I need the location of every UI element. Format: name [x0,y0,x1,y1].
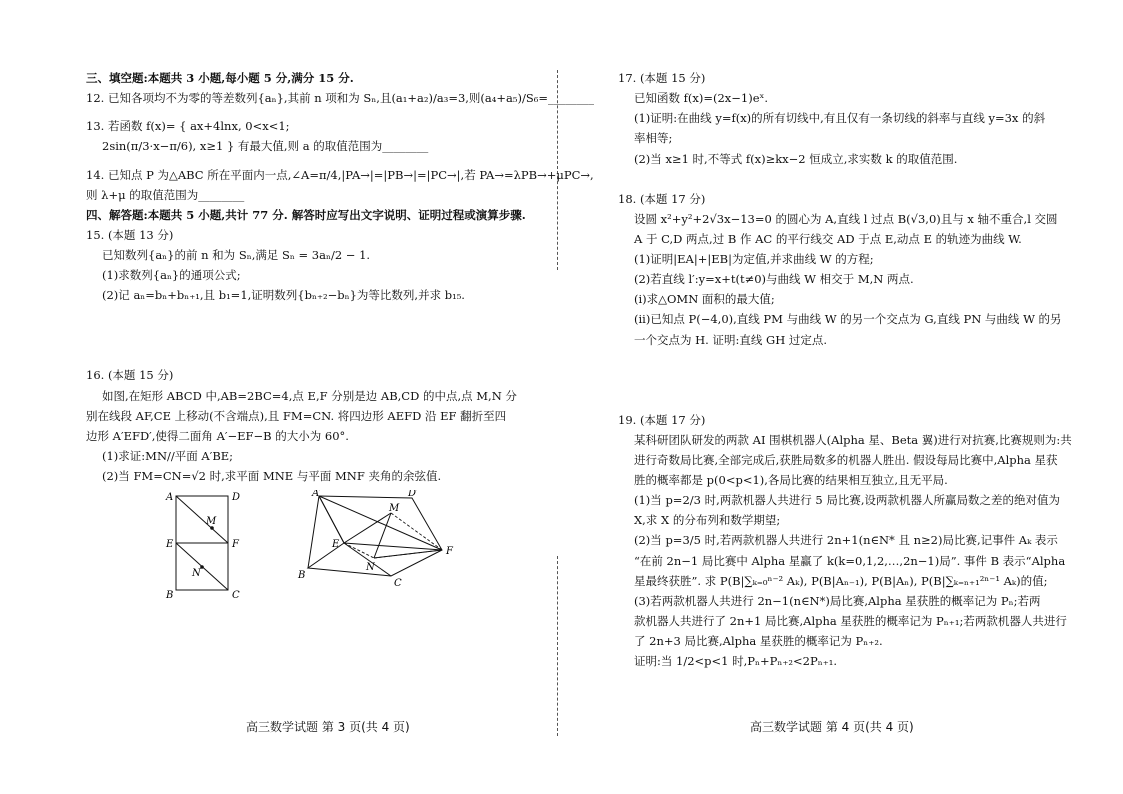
question-14-line-1: 14. 已知点 P 为△ABC 所在平面内一点,∠A=π/4,|PA→|=|PB→|=|PC→|,若 PA→=λPB→+μPC→, [86,167,594,182]
fig2-label-e: E [332,539,340,551]
fig1-label-b: B [166,590,174,602]
question-19-part-3a: (3)若两款机器人共进行 2n−1(n∈N*)局比赛,Alpha 星获胜的概率记为 Pₙ;若两 [634,593,1041,608]
question-17-part-1a: (1)证明:在曲线 y=f(x)的所有切线中,有且仅有一条切线的斜率与直线 y=3x 的斜 [634,111,1046,126]
question-12: 12. 已知各项均不为零的等差数列{aₙ},其前 n 项和为 Sₙ,且(a₁+a₂)/a₃=3,则(a₄+a₅)/S₆=________ [86,91,594,106]
question-16-part-1: (1)求证:MN//平面 A′BE; [102,448,234,463]
fig1-label-e: E [166,539,174,551]
question-19-line-3: 胜的概率都是 p(0<p<1),各局比赛的结果相互独立,且无平局. [634,473,948,487]
question-15-part-1: (1)求数列{aₙ}的通项公式; [102,268,241,283]
right-page [618,68,1088,671]
left-page [86,68,594,608]
question-18-line-2: A 于 C,D 两点,过 B 作 AC 的平行线交 AD 于点 E,动点 E 的轨迹为曲线 W. [634,231,1022,246]
question-18-line-1: 设圆 x²+y²+2√3x−13=0 的圆心为 A,直线 l 过点 B(√3,0)且与 x 轴不重合,l 交圆 [634,211,1058,226]
question-13-line-2: 2sin(π/3·x−π/6), x≥1 } 有最大值,则 a 的取值范围为________ [102,139,429,154]
footer-page-3: 高三数学试题 第 3 页(共 4 页) [246,720,410,734]
fig1-label-a: A [166,492,174,504]
question-15-head: 15. (本题 13 分) [86,227,174,242]
section-4-title: 四、解答题:本题共 5 小题,共计 77 分. 解答时应写出文字说明、证明过程或演算步骤. [86,207,526,222]
fig2-label-f: F [446,546,453,558]
question-16-line-1: 如图,在矩形 ABCD 中,AB=2BC=4,点 E,F 分别是边 AB,CD 的中点,点 M,N 分 [102,388,517,403]
question-19-part-2c: 星最终获胜”. 求 P(B|∑ₖ₌₀ⁿ⁻² Aₖ), P(B|Aₙ₋₁), P(B|Aₙ), P(B|∑ₖ₌ₙ₊₁²ⁿ⁻¹ Aₖ)的值; [634,573,1048,588]
question-18-head: 18. (本题 17 分) [618,191,706,206]
question-13-line-1: 13. 若函数 f(x)= { ax+4lnx, 0<x<1; [86,119,290,134]
fig2-label-d-prime: D′ [408,490,419,500]
page-divider-bottom [557,556,558,736]
fig2-label-c: C [394,578,402,590]
fig2-label-a-prime: A′ [312,490,322,500]
fig2-label-m: M [389,503,400,515]
fig2-label-b: B [298,570,306,582]
question-19-line-1: 某科研团队研发的两款 AI 围棋机器人(Alpha 星、Beta 翼)进行对抗赛,比赛规则为:共 [634,432,1072,447]
fig1-label-d: D [232,492,241,504]
question-19-proof: 证明:当 1/2<p<1 时,Pₙ+Pₙ₊₂<2Pₙ₊₁. [634,654,838,669]
question-15-part-2: (2)记 aₙ=bₙ+bₙ₊₁,且 b₁=1,证明数列{bₙ₊₂−bₙ}为等比数列,并求 b₁₅. [102,288,465,303]
question-17-part-1b: 率相等; [634,131,673,146]
question-19-part-2a: (2)当 p=3/5 时,若两款机器人共进行 2n+1(n∈N* 且 n≥2)局比赛,记事件 Aₖ 表示 [634,533,1058,548]
question-16-figures [86,490,556,608]
question-19-part-3b: 款机器人共进行了 2n+1 局比赛,Alpha 星获胜的概率记为 Pₙ₊₁;若两款机器人共进行 [634,613,1067,628]
question-14-line-2: 则 λ+μ 的取值范围为________ [86,187,245,202]
question-19-part-1b: X,求 X 的分布列和数学期望; [634,513,781,528]
fig1-label-m: M [206,516,217,528]
question-19-part-2b: “在前 2n−1 局比赛中 Alpha 星赢了 k(k=0,1,2,…,2n−1)局”. 事件 B 表示“Alpha [634,553,1066,568]
fig1-label-c: C [232,590,240,602]
question-16-head: 16. (本题 15 分) [86,368,174,383]
question-19-head: 19. (本题 17 分) [618,412,706,427]
question-16-line-2: 别在线段 AF,CE 上移动(不含端点),且 FM=CN. 将四边形 AEFD 沿 EF 翻折至四 [86,408,507,423]
question-17-head: 17. (本题 15 分) [618,71,706,85]
question-17-part-2: (2)当 x≥1 时,不等式 f(x)≥kx−2 恒成立,求实数 k 的取值范围. [634,151,958,166]
question-19-part-1a: (1)当 p=2/3 时,两款机器人共进行 5 局比赛,设两款机器人所赢局数之差的绝对值为 [634,493,1061,508]
question-19-part-3c: 了 2n+3 局比赛,Alpha 星获胜的概率记为 Pₙ₊₂. [634,634,883,648]
footer-page-4: 高三数学试题 第 4 页(共 4 页) [750,720,914,734]
fig2-label-n: N [366,562,375,574]
question-18-part-1: (1)证明|EA|+|EB|为定值,并求曲线 W 的方程; [634,252,874,266]
question-18-part-2ii-b: 一个交点为 H. 证明:直线 GH 过定点. [634,332,828,347]
question-18-part-2ii-a: (ii)已知点 P(−4,0),直线 PM 与曲线 W 的另一个交点为 G,直线 PN 与曲线 W 的另 [634,312,1062,327]
fig1-label-n: N [192,568,201,580]
question-15-stem: 已知数列{aₙ}的前 n 和为 Sₙ,满足 Sₙ = 3aₙ/2 − 1. [102,248,371,262]
fig1-label-f: F [232,539,239,551]
question-19-line-2: 进行奇数局比赛,全部完成后,获胜局数多的机器人胜出. 假设每局比赛中,Alpha 星获 [634,452,1058,467]
question-16-part-2: (2)当 FM=CN=√2 时,求平面 MNE 与平面 MNF 夹角的余弦值. [102,469,442,483]
question-16-line-3: 边形 A′EFD′,使得二面角 A′−EF−B 的大小为 60°. [86,428,349,443]
section-3-title: 三、填空题:本题共 3 小题,每小题 5 分,满分 15 分. [86,71,354,85]
question-17-stem: 已知函数 f(x)=(2x−1)eˣ. [634,91,769,106]
question-18-part-2: (2)若直线 l′:y=x+t(t≠0)与曲线 W 相交于 M,N 两点. [634,272,914,287]
rectangle-figure-svg [86,490,556,608]
question-18-part-2i: (i)求△OMN 面积的最大值; [634,292,775,307]
